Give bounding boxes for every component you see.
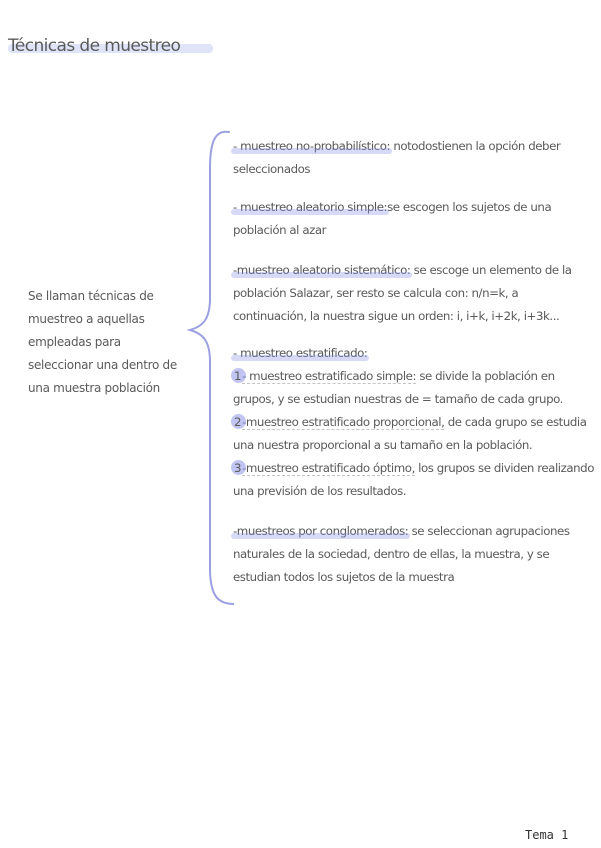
term-aleatorio-sistematico: -muestreo aleatorio sistemático: [233, 263, 411, 277]
note-estratificado [233, 342, 595, 365]
intro-definition: Se llaman técnicas de muestreo a aquellas empleadas para seleccionar una dentro de una muestra población [28, 289, 177, 395]
desc-no-probabilistico: notodostienen la opción deber seleccionados [233, 139, 561, 176]
page-title-block [8, 36, 180, 56]
number-marker-3: 3 [233, 457, 242, 480]
notes-list [233, 135, 595, 589]
head-estratificado-simple: - muestreo estratificado simple: [242, 369, 417, 383]
desc-estratificado-optimo: los grupos se dividen realizando una previsión de los resultados. [233, 461, 594, 498]
page-title: Técnicas de muestreo [8, 36, 181, 56]
note-conglomerados [233, 520, 595, 589]
number-marker-2: 2 [233, 411, 242, 434]
term-estratificado: - muestreo estratificado: [233, 346, 368, 360]
note-estratificado-optimo [233, 457, 595, 503]
desc-estratificado-proporcional: de cada grupo se estudia una nuestra proporcional a su tamaño en la población. [233, 415, 587, 452]
desc-estratificado-simple: se divide la población en grupos, y se estudian nuestras de = tamaño de cada grupo. [233, 369, 563, 406]
curly-brace-icon [184, 128, 234, 608]
desc-conglomerados: se seleccionan agrupaciones naturales de la sociedad, dentro de ellas, la muestra, y se estudian todos los sujetos de la muestra [233, 524, 570, 584]
note-aleatorio-simple [233, 196, 595, 242]
head-estratificado-proporcional: -muestreo estratificado proporcional, [242, 415, 445, 429]
number-marker-1: 1 [233, 365, 242, 388]
term-aleatorio-simple: - muestreo aleatorio simple: [233, 200, 388, 214]
head-estratificado-optimo: -muestreo estratificado óptimo, [242, 461, 415, 475]
term-conglomerados: -muestreos por conglomerados: [233, 524, 409, 538]
page-footer: Tema 1 [525, 828, 569, 842]
desc-aleatorio-simple: se escogen los sujetos de una población al azar [233, 200, 552, 237]
note-aleatorio-sistematico [233, 259, 595, 328]
note-estratificado-proporcional [233, 411, 595, 457]
note-estratificado-simple [233, 365, 595, 411]
note-no-probabilistico [233, 135, 595, 181]
desc-aleatorio-sistematico: se escoge un elemento de la población Salazar, ser resto se calcula con: n/n=k, a continuación, la nuestra sigue un orden: i, i+k, i+2k, i+3k... [233, 263, 572, 323]
term-no-probabilistico: - muestreo no-probabilístico: [233, 139, 391, 153]
